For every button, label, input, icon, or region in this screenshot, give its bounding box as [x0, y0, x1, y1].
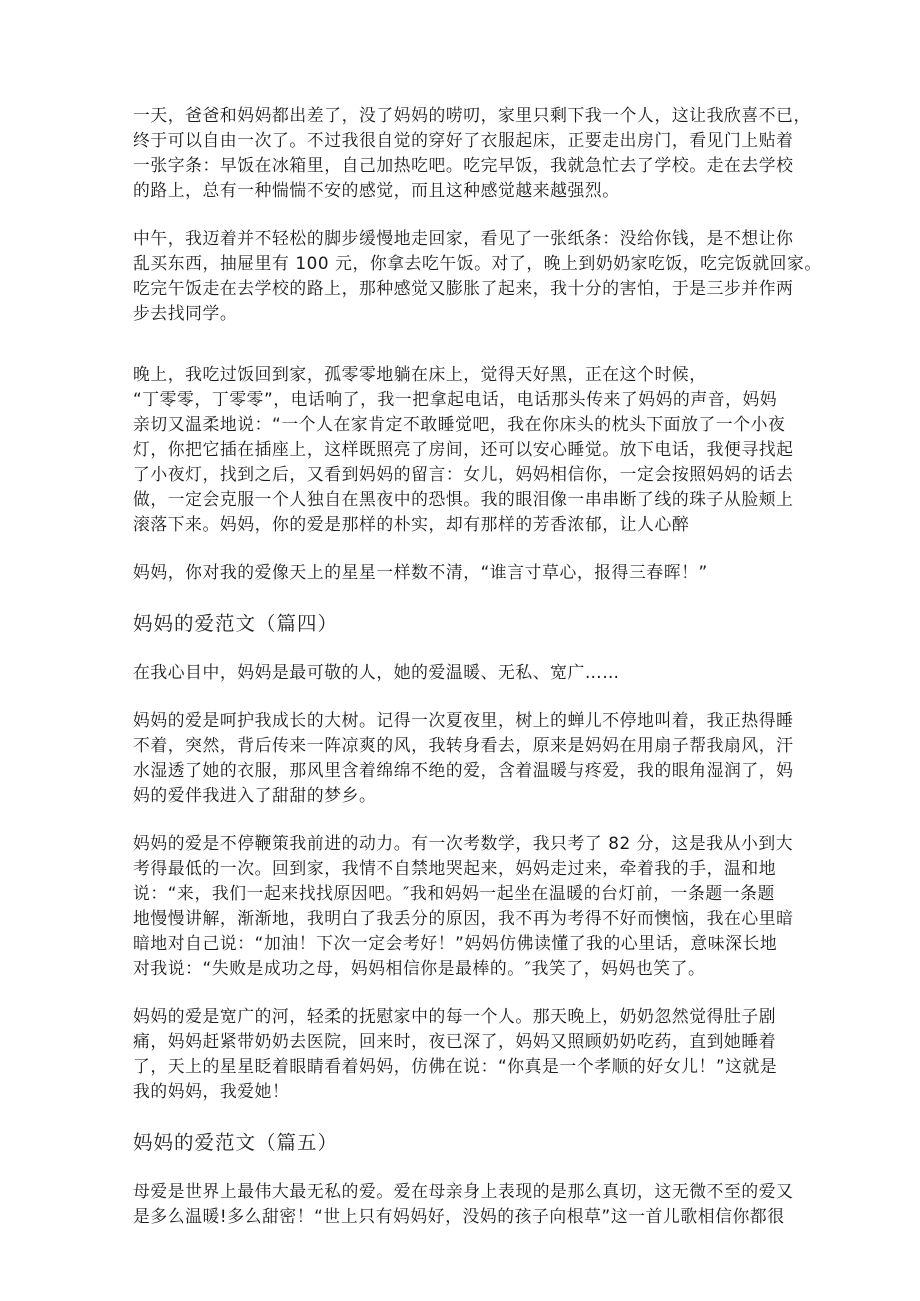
- section-heading-part-five: 妈妈的爱范文（篇五）: [133, 1131, 339, 1154]
- text-line: 妈妈，你对我的爱像天上的星星一样数不清，“谁言寸草心，报得三春晖！”: [133, 562, 708, 582]
- text-line: 晚上，我吃过饭回到家，孤零零地躺在床上，觉得天好黑，正在这个时候，: [133, 364, 707, 384]
- text-line: 步去找同学。: [133, 303, 238, 323]
- paragraph-4: [133, 560, 788, 585]
- text-line: 妈的爱伴我进入了甜甜的梦乡。: [133, 785, 377, 805]
- text-line: 妈妈的爱是不停鞭策我前进的动力。有一次考数学，我只考了 82 分，这是我从小到大: [133, 833, 794, 853]
- text-line: 水湿透了她的衣服，那风里含着绵绵不绝的爱，含着温暖与疼爱，我的眼角湿润了，妈: [133, 760, 794, 780]
- text-line: 的路上，总有一种惴惴不安的感觉，而且这种感觉越来越强烈。: [133, 180, 620, 200]
- text-line: 灯，你把它插在插座上，这样既照亮了房间，还可以安心睡觉。放下电话，我便寻找起: [133, 439, 794, 459]
- section-heading-part-four: 妈妈的爱范文（篇四）: [133, 612, 339, 635]
- text-line: 妈妈的爱是宽广的河，轻柔的抚慰家中的每一个人。那天晚上，奶奶忽然觉得肚子剧: [133, 1006, 777, 1026]
- text-line: 一张字条：早饭在冰箱里，自己加热吃吧。吃完早饭，我就急忙去了学校。走在去学校: [133, 155, 794, 175]
- paragraph-8: [133, 1004, 788, 1104]
- document-body: [133, 103, 822, 1229]
- text-line: 乱买东西，抽屉里有 100 元，你拿去吃午饭。对了，晚上到奶奶家吃饭，吃完饭就回家。: [133, 253, 822, 273]
- text-line: 终于可以自由一次了。不过我很自觉的穿好了衣服起床，正要走出房门，看见门上贴着: [133, 130, 794, 150]
- paragraph-2: [133, 226, 822, 326]
- text-line: 妈妈的爱是呵护我成长的大树。记得一次夏夜里，树上的蝉儿不停地叫着，我正热得睡: [133, 710, 794, 730]
- text-line: 母爱是世界上最伟大最无私的爱。爱在母亲身上表现的是那么真切，这无微不至的爱又: [133, 1181, 794, 1201]
- text-line: 地慢慢讲解，渐渐地，我明白了我丢分的原因，我不再为考得不好而懊恼，我在心里暗: [133, 908, 794, 928]
- paragraph-7: [133, 831, 794, 981]
- text-line: 说：“来，我们一起来找找原因吧。″我和妈妈一起坐在温暖的台灯前，一条题一条题: [133, 883, 775, 903]
- text-line: 考得最低的一次。回到家，我情不自禁地哭起来，妈妈走过来，牵着我的手，温和地: [133, 858, 777, 878]
- text-line: 了小夜灯，找到之后，又看到妈妈的留言：女儿，妈妈相信你，一定会按照妈妈的话去: [133, 464, 794, 484]
- text-line: 了，天上的星星眨着眼睛看着妈妈，仿佛在说：“你真是一个孝顺的好女儿！”这就是: [133, 1056, 778, 1076]
- text-line: 对我说：“失败是成功之母，妈妈相信你是最棒的。″我笑了，妈妈也笑了。: [133, 958, 706, 978]
- text-line: 一天，爸爸和妈妈都出差了，没了妈妈的唠叨，家里只剩下我一个人，这让我欣喜不已，: [133, 105, 811, 125]
- text-line: 吃完午饭走在去学校的路上，那种感觉又膨胀了起来，我十分的害怕，于是三步并作两: [133, 278, 794, 298]
- text-line: 我的妈妈，我爱她！: [133, 1081, 290, 1101]
- text-line: 不着，突然，背后传来一阵凉爽的风，我转身看去，原来是妈妈在用扇子帮我扇风，汗: [133, 735, 794, 755]
- text-line: 亲切又温柔地说：“一个人在家肯定不敢睡觉吧，我在你床头的枕头下面放了一个小夜: [133, 414, 786, 434]
- text-line: 痛，妈妈赶紧带奶奶去医院，回来时，夜已深了，妈妈又照顾奶奶吃药，直到她睡着: [133, 1031, 777, 1051]
- paragraph-1: [133, 103, 811, 203]
- text-line: 滚落下来。妈妈，你的爱是那样的朴实，却有那样的芳香浓郁，让人心醉: [133, 514, 690, 534]
- text-line: 是多么温暖!多么甜密！“世上只有妈妈好，没妈的孩子向根草”这一首儿歌相信你都很: [133, 1206, 785, 1226]
- text-line: 做，一定会克服一个人独自在黑夜中的恐惧。我的眼泪像一串串断了线的珠子从脸颊上: [133, 489, 794, 509]
- paragraph-3: [133, 362, 794, 537]
- paragraph-9: [133, 1179, 794, 1229]
- text-line: 在我心目中，妈妈是最可敬的人，她的爱温暖、无私、宽广……: [133, 662, 620, 682]
- paragraph-5: [133, 660, 788, 685]
- text-line: “丁零零，丁零零”，电话响了，我一把拿起电话，电话那头传来了妈妈的声音，妈妈: [133, 389, 778, 409]
- text-line: 中午，我迈着并不轻松的脚步缓慢地走回家，看见了一张纸条：没给你钱，是不想让你: [133, 228, 794, 248]
- text-line: 暗地对自己说：“加油！下次一定会考好！”妈妈仿佛读懂了我的心里话，意味深长地: [133, 933, 778, 953]
- paragraph-6: [133, 708, 794, 808]
